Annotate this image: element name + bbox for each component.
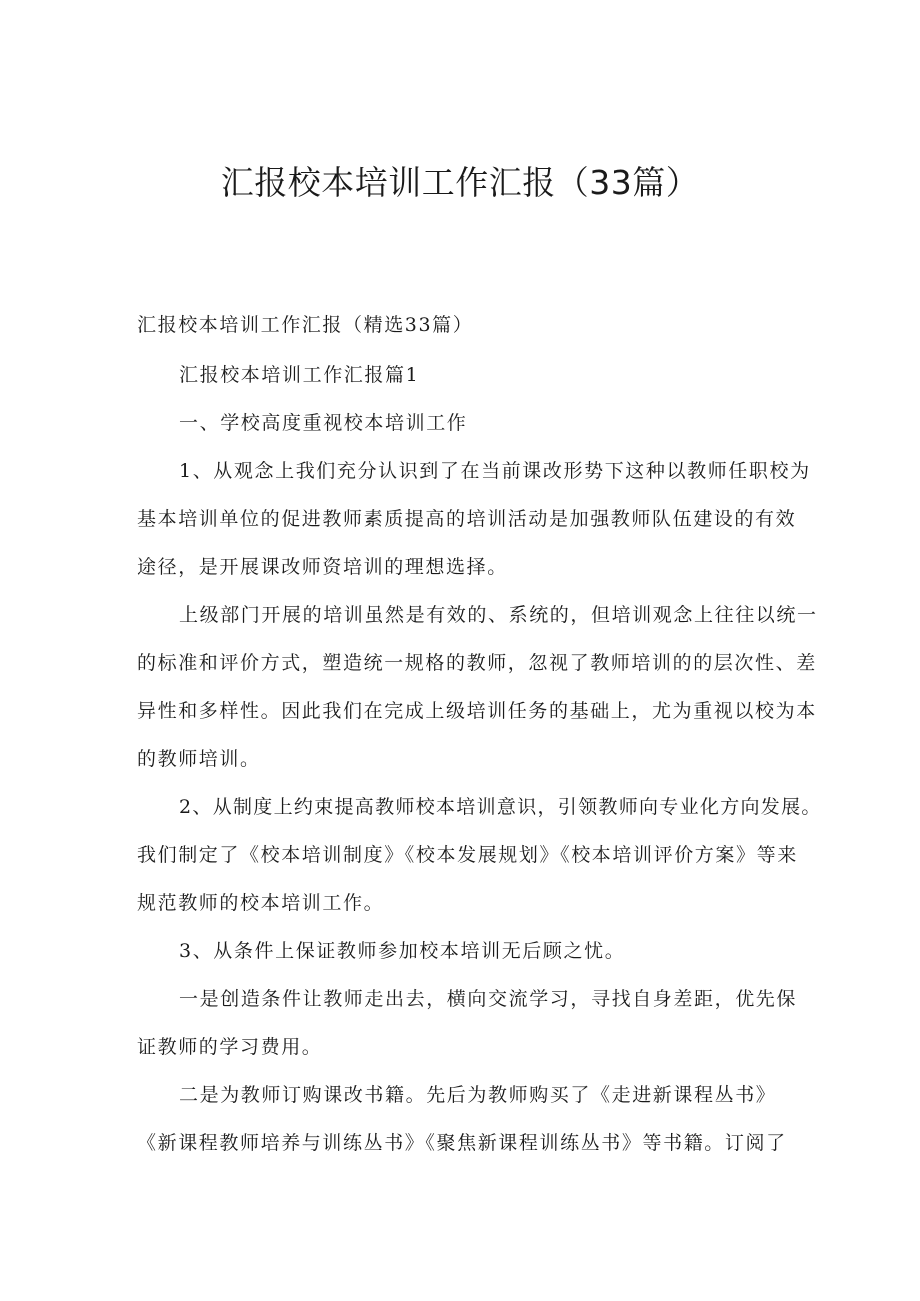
paragraph-2-line-2: 的标准和评价方式，塑造统一规格的教师，忽视了教师培训的的层次性、差 xyxy=(137,652,817,674)
paragraph-1-line-2: 基本培训单位的促进教师素质提高的培训活动是加强教师队伍建设的有效 xyxy=(137,508,797,530)
document-title: 汇报校本培训工作汇报（33篇） xyxy=(220,163,700,202)
paragraph-3-line-1: 2、从制度上约束提高教师校本培训意识，引领教师向专业化方向发展。 xyxy=(179,796,822,818)
paragraph-2-line-4: 的教师培训。 xyxy=(137,748,261,770)
paragraph-6-line-2: 《新课程教师培养与训练丛书》《聚焦新课程训练丛书》等书籍。订阅了 xyxy=(137,1132,787,1154)
section-heading: 汇报校本培训工作汇报篇1 xyxy=(179,364,420,386)
heading-1: 一、学校高度重视校本培训工作 xyxy=(179,412,468,434)
paragraph-4-line-1: 3、从条件上保证教师参加校本培训无后顾之忧。 xyxy=(179,940,626,962)
paragraph-1-line-3: 途径，是开展课改师资培训的理想选择。 xyxy=(137,556,508,578)
paragraph-5-line-2: 证教师的学习费用。 xyxy=(137,1036,323,1058)
paragraph-2-line-1: 上级部门开展的培训虽然是有效的、系统的，但培训观念上往往以统一 xyxy=(179,604,818,626)
paragraph-5-line-1: 一是创造条件让教师走出去，横向交流学习，寻找自身差距，优先保 xyxy=(179,988,798,1010)
paragraph-6-line-1: 二是为教师订购课改书籍。先后为教师购买了《走进新课程丛书》 xyxy=(179,1084,777,1106)
paragraph-2-line-3: 异性和多样性。因此我们在完成上级培训任务的基础上，尤为重视以校为本 xyxy=(137,700,817,722)
paragraph-3-line-3: 规范教师的校本培训工作。 xyxy=(137,892,385,914)
paragraph-1-line-1: 1、从观念上我们充分认识到了在当前课改形势下这种以教师任职校为 xyxy=(179,460,811,482)
document-subtitle: 汇报校本培训工作汇报（精选33篇） xyxy=(137,314,474,336)
paragraph-3-line-2: 我们制定了《校本培训制度》《校本发展规划》《校本培训评价方案》等来 xyxy=(137,844,798,866)
